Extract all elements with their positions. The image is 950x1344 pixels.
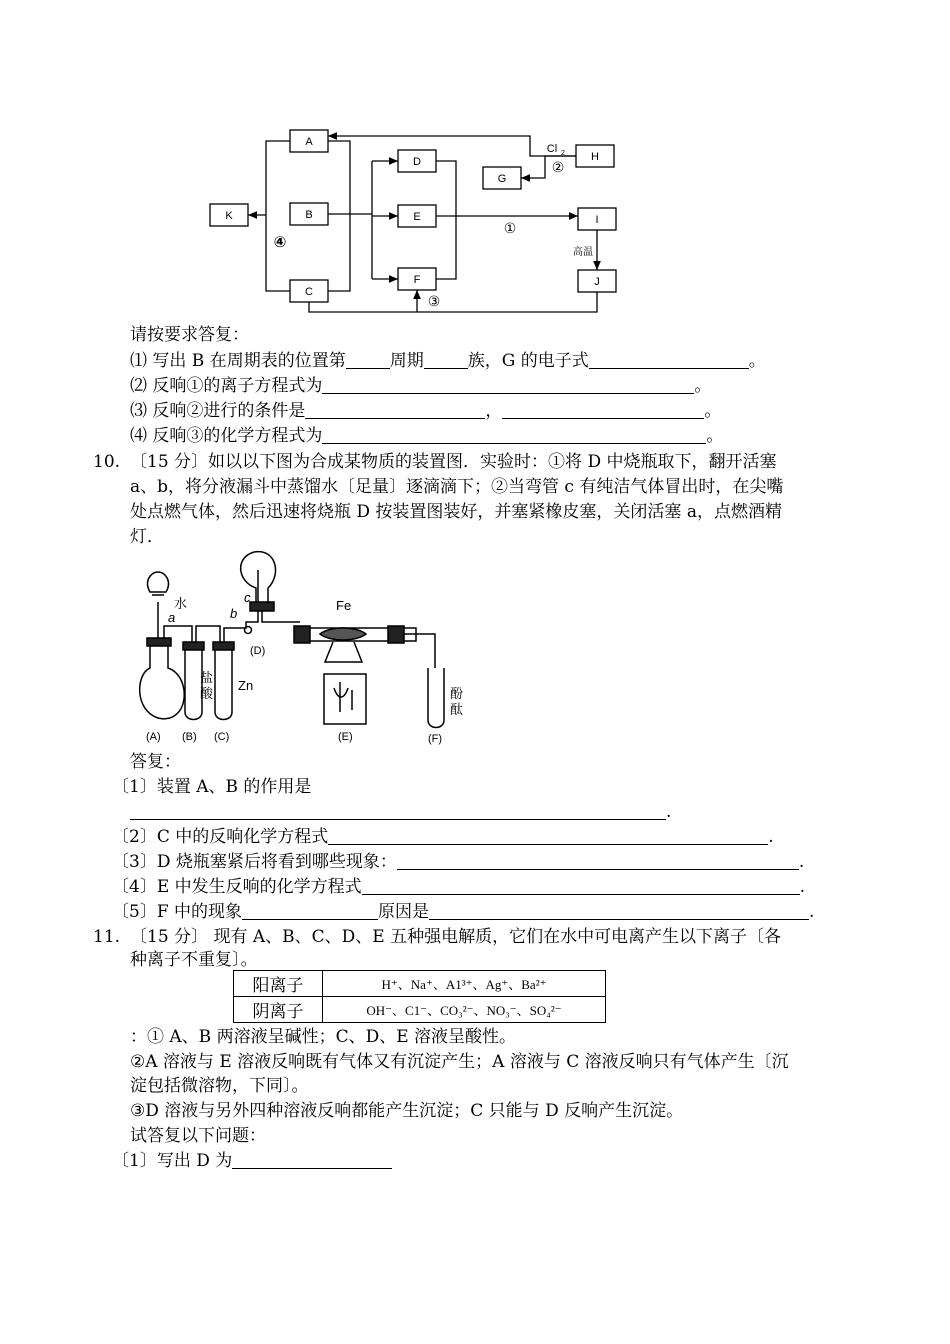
- answer-blank[interactable]: [322, 375, 694, 394]
- svg-text:c: c: [244, 590, 251, 605]
- cation-list: H⁺、Na⁺、A1³⁺、Ag⁺、Ba²⁺: [323, 971, 606, 997]
- q10-stem-line: 处点燃气体，然后迅速将烧瓶 D 按装置图装好，并塞紧橡皮塞，关闭活塞 a，点燃酒精: [130, 502, 782, 522]
- table-row: [234, 971, 606, 997]
- q10-stem-line: a、b，将分液漏斗中蒸馏水〔足量〕逐滴滴下；②当弯管 c 有纯洁气体冒出时，在尖嘴: [130, 477, 784, 497]
- svg-text:①: ①: [503, 220, 517, 236]
- svg-text:Cl: Cl: [546, 143, 558, 155]
- answer-blank[interactable]: [232, 1150, 392, 1169]
- answer-blank[interactable]: [362, 876, 800, 895]
- q11-number: 11.: [93, 927, 121, 947]
- svg-text:G: G: [497, 173, 507, 185]
- q11-condition: ③D 溶液与另外四种溶液反响都能产生沉淀；C 只能与 D 反响产生沉淀。: [130, 1101, 684, 1121]
- answer-blank[interactable]: [429, 901, 809, 920]
- q10-stem-line: 〔15 分〕如以以下图为合成某物质的装置图．实验时：①将 D 中烧瓶取下，翻开活塞: [130, 452, 777, 472]
- svg-text:H: H: [591, 151, 599, 163]
- burner: [324, 674, 366, 724]
- anion-list: OH⁻、C1⁻、CO₃²⁻、NO₃⁻、SO₄²⁻: [323, 997, 606, 1023]
- svg-text:F: F: [413, 274, 421, 286]
- ion-table: [233, 970, 606, 1023]
- svg-text:酸: 酸: [200, 686, 214, 701]
- svg-text:(C): (C): [214, 731, 230, 743]
- q10-item-3: 〔3〕D 烧瓶塞紧后将看到哪些现象： .: [112, 852, 805, 872]
- q9-item-1: ⑴ 写出 B 在周期表的位置第 周期 族，G 的电子式 。: [130, 351, 766, 371]
- q11-item-1: 〔1〕写出 D 为: [112, 1149, 392, 1173]
- q11-stem-line: 〔15 分〕 现有 A、B、C、D、E 五种强电解质，它们在水中可电离产生以下离子〔各: [130, 927, 782, 947]
- svg-text:D: D: [413, 156, 421, 168]
- svg-text:(A): (A): [146, 731, 161, 743]
- svg-text:④: ④: [273, 234, 287, 251]
- svg-text:I: I: [595, 214, 599, 226]
- anion-label: 阴离子: [234, 997, 323, 1023]
- tube-C: [215, 650, 232, 720]
- svg-text:E: E: [413, 211, 421, 223]
- answer-blank[interactable]: [502, 400, 704, 419]
- answer-blank[interactable]: [346, 350, 390, 369]
- svg-text:(B): (B): [182, 731, 197, 743]
- q9-item-2: ⑵ 反响①的离子方程式为 。: [130, 376, 712, 396]
- answer-blank[interactable]: [130, 801, 666, 820]
- svg-text:(D): (D): [250, 645, 266, 657]
- svg-text:C: C: [305, 286, 313, 298]
- answer-blank[interactable]: [242, 901, 378, 920]
- answer-blank[interactable]: [305, 400, 485, 419]
- flow-diagram: [200, 120, 630, 320]
- q10-item-2: 〔2〕C 中的反响化学方程式 .: [112, 827, 774, 847]
- tube-F: [428, 668, 444, 728]
- q10-stem-line: 灯．: [130, 527, 164, 547]
- answer-blank[interactable]: [589, 350, 749, 369]
- q9-item-4: ⑷ 反响③的化学方程式为 。: [130, 426, 724, 446]
- flask-A: [140, 645, 185, 719]
- svg-text:Fe: Fe: [336, 598, 352, 613]
- svg-text:(F): (F): [428, 733, 443, 745]
- svg-text:酞: 酞: [450, 702, 464, 717]
- cation-label: 阳离子: [234, 971, 323, 997]
- q10-item-1-blank: .: [130, 800, 671, 824]
- table-row: [234, 997, 606, 1023]
- q10-item-4: 〔4〕E 中发生反响的化学方程式 .: [112, 877, 806, 897]
- svg-text:2: 2: [561, 150, 565, 157]
- answer-blank[interactable]: [328, 826, 768, 845]
- svg-text:J: J: [594, 276, 600, 288]
- svg-text:③: ③: [427, 293, 441, 309]
- svg-text:B: B: [305, 209, 313, 221]
- q11-condition: ：① A、B 两溶液呈碱性；C、D、E 溶液呈酸性。: [130, 1027, 517, 1047]
- svg-text:盐: 盐: [200, 670, 214, 685]
- svg-text:酚: 酚: [450, 686, 464, 701]
- q9-item-3: ⑶ 反响②进行的条件是 ， 。: [130, 401, 722, 421]
- svg-text:a: a: [168, 610, 176, 625]
- q11-condition: 淀包括微溶物，下同〕。: [130, 1076, 309, 1096]
- q9-intro: 请按要求答复：: [130, 325, 249, 345]
- answer-blank[interactable]: [322, 425, 706, 444]
- q11-condition: ②A 溶液与 E 溶液反响既有气体又有沉淀产生；A 溶液与 C 溶液反响只有气体产生〔沉: [130, 1052, 789, 1072]
- svg-text:高温: 高温: [573, 247, 593, 258]
- svg-text:水: 水: [174, 596, 188, 611]
- q10-item-5: 〔5〕F 中的现象 原因是 .: [112, 902, 815, 922]
- answer-blank[interactable]: [424, 350, 468, 369]
- svg-text:(E): (E): [338, 731, 353, 743]
- svg-text:K: K: [225, 210, 233, 222]
- q11-stem-line: 种离子不重复〕。: [130, 950, 258, 970]
- svg-text:A: A: [305, 136, 313, 148]
- q10-answer-label: 答复：: [130, 752, 181, 772]
- answer-blank[interactable]: [397, 851, 799, 870]
- svg-text:b: b: [230, 606, 238, 621]
- svg-text:Zn: Zn: [238, 678, 254, 693]
- q10-number: 10.: [93, 452, 121, 472]
- funnel: [148, 572, 169, 592]
- svg-text:②: ②: [551, 159, 565, 175]
- q10-item-1: 〔1〕装置 A、B 的作用是: [112, 777, 312, 797]
- apparatus-diagram: [130, 550, 475, 745]
- q11-ask: 试答复以下问题：: [130, 1126, 266, 1146]
